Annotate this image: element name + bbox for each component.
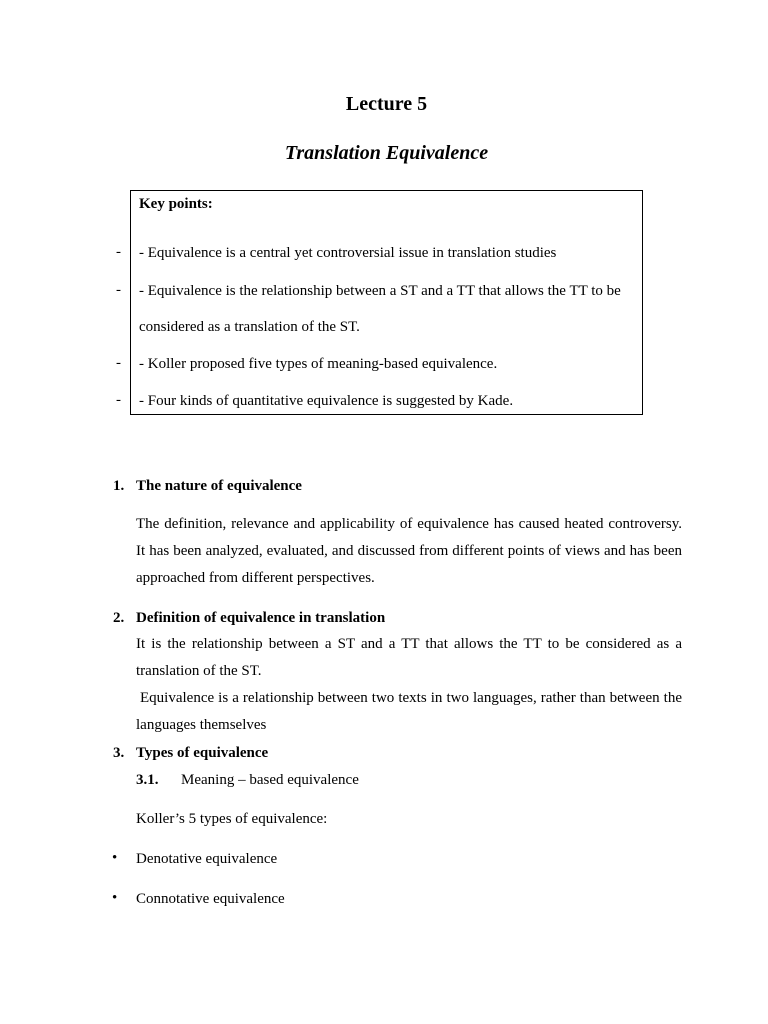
- key-point-dash: -: [116, 282, 121, 298]
- subsection-heading: Meaning – based equivalence: [181, 772, 359, 788]
- key-point-dash: -: [116, 355, 121, 371]
- key-point-dash: -: [116, 392, 121, 408]
- section-paragraph: It is the relationship between a ST and a TT that allows the TT to be considered as a translation of the ST.: [136, 636, 682, 679]
- section-paragraph: The definition, relevance and applicability of equivalence has caused heated controversy. It has been analyzed, evaluated, and discussed from different points of views and has been approached from different perspectives.: [136, 516, 682, 586]
- section-number: 2.: [113, 610, 125, 626]
- section-intro: Koller’s 5 types of equivalence:: [136, 811, 328, 827]
- key-point-item: - Equivalence is a central yet controversial issue in translation studies: [139, 245, 557, 261]
- section-paragraph: Equivalence is a relationship between two texts in two languages, rather than between the languages themselves: [136, 690, 682, 733]
- section-heading: Definition of equivalence in translation: [136, 610, 386, 626]
- bullet-icon: •: [112, 890, 118, 906]
- key-points-heading: Key points:: [139, 196, 213, 212]
- bullet-icon: •: [112, 850, 118, 866]
- key-point-item: - Equivalence is the relationship between a ST and a TT that allows the TT to be: [139, 283, 621, 299]
- key-point-item: - Four kinds of quantitative equivalence is suggested by Kade.: [139, 393, 514, 409]
- section-heading: Types of equivalence: [136, 745, 269, 761]
- list-item: Connotative equivalence: [136, 891, 285, 907]
- key-point-item-continuation: considered as a translation of the ST.: [139, 319, 360, 335]
- subsection-number: 3.1.: [136, 772, 159, 788]
- section-heading: The nature of equivalence: [136, 478, 302, 494]
- page-subtitle: Translation Equivalence: [284, 142, 489, 164]
- key-points-box: [130, 190, 643, 415]
- section-number: 1.: [113, 478, 125, 494]
- key-point-dash: -: [116, 244, 121, 260]
- section-number: 3.: [113, 745, 125, 761]
- key-point-item: - Koller proposed five types of meaning-based equivalence.: [139, 356, 498, 372]
- list-item: Denotative equivalence: [136, 851, 278, 867]
- page-title: Lecture 5: [345, 93, 428, 115]
